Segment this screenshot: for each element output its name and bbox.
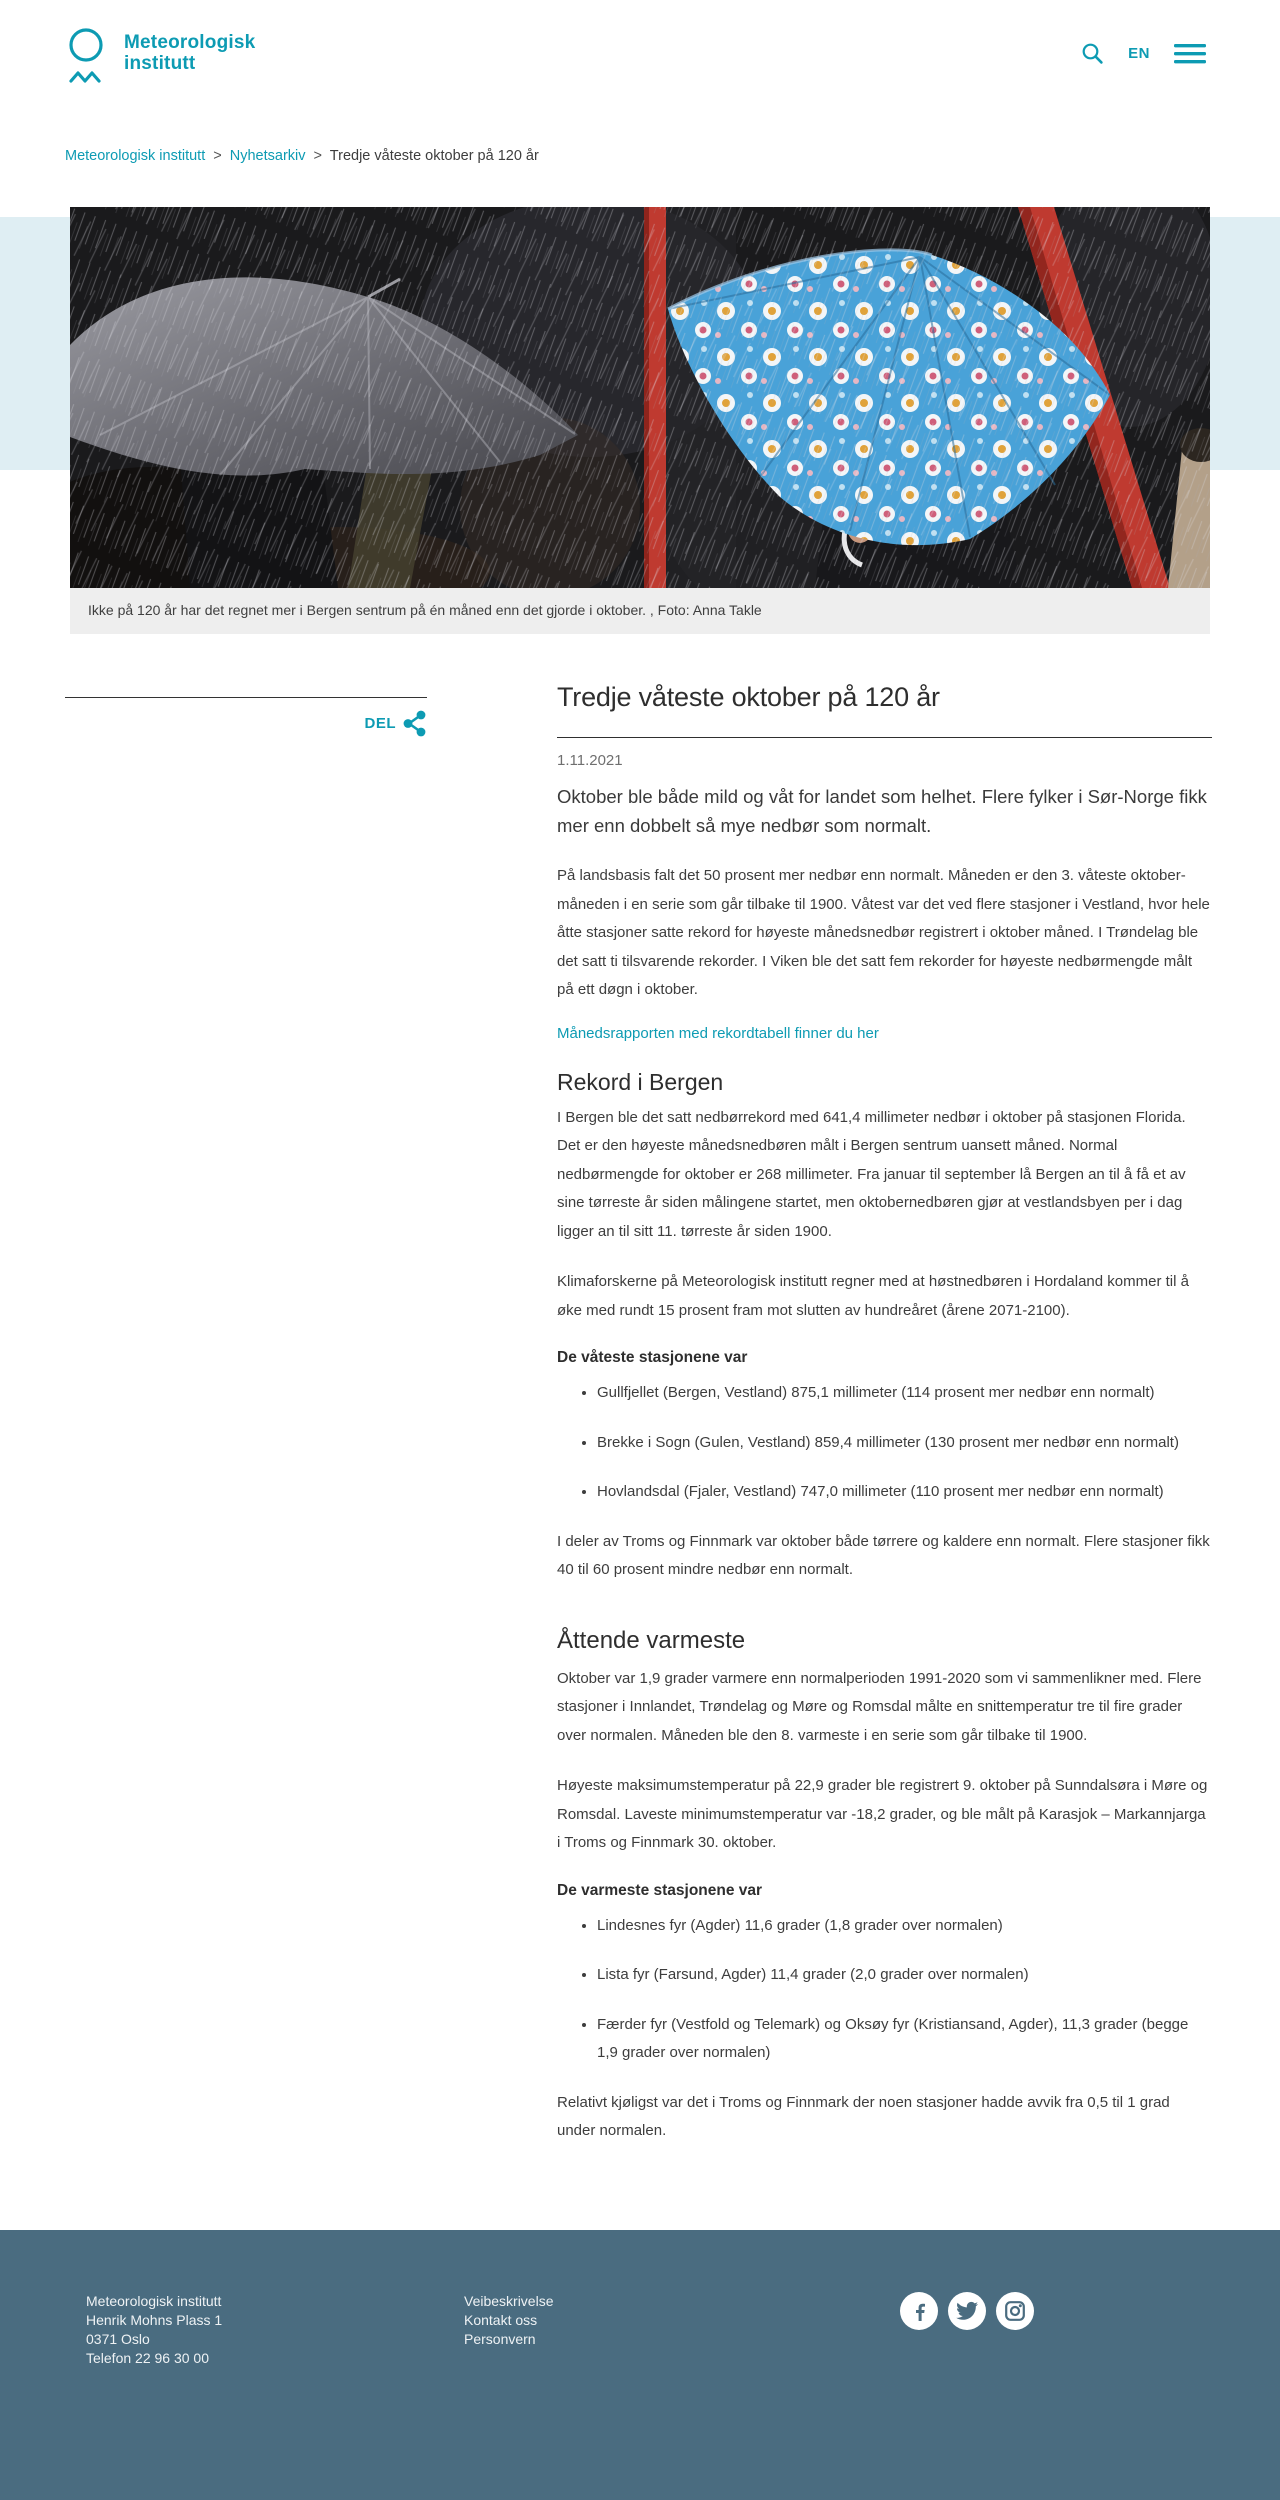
logo-text: Meteorologisk institutt xyxy=(124,32,256,75)
title-divider xyxy=(557,737,1212,738)
breadcrumb-separator: > xyxy=(213,148,222,164)
footer-link-contact[interactable]: Kontakt oss xyxy=(464,2312,538,2328)
list-item: • Gullfjellet (Bergen, Vestland) 875,1 millimeter (114 prosent mer nedbør enn normalt) xyxy=(597,1379,1212,1408)
facebook-icon[interactable] xyxy=(900,2292,938,2330)
breadcrumb-current: Tredje våteste oktober på 120 år xyxy=(329,148,539,164)
section-heading-bergen: Rekord i Bergen xyxy=(557,1068,724,1095)
list-item: • Lista fyr (Farsund, Agder) 11,4 grader (2,0 grader over normalen) xyxy=(597,1961,1212,1990)
social-links xyxy=(900,2292,1034,2330)
breadcrumb xyxy=(65,148,539,164)
instagram-icon[interactable] xyxy=(996,2292,1034,2330)
language-toggle[interactable]: EN xyxy=(1128,45,1150,62)
hamburger-icon[interactable] xyxy=(1174,43,1206,65)
footer-link-privacy[interactable]: Personvern xyxy=(464,2331,536,2347)
hero-image xyxy=(70,207,1210,588)
footer-address-line: Meteorologisk institutt xyxy=(86,2293,222,2309)
list-item: • Lindesnes fyr (Agder) 11,6 grader (1,8 grader over normalen) xyxy=(597,1912,1212,1941)
header-actions xyxy=(1081,42,1206,65)
footer-address xyxy=(86,2292,222,2368)
bergen-paragraph-1: I Bergen ble det satt nedbørrekord med 641,4 millimeter nedbør i oktober på stasjonen Florida. Det er den høyeste månedsnedbøren målt i Bergen sentrum uansett måned. Normal nedbørmengde for oktober er 268 millimeter. Fra januar til september lå Bergen an til å få et av sine tørreste år siden målingene startet, men oktobernedbøren gjør at vestlandsbyen per i dag ligger an til sitt 11. tørreste år siden 1900. xyxy=(557,1108,1186,1240)
share-icon xyxy=(403,710,427,737)
image-caption-bar xyxy=(70,588,1210,634)
share-label: DEL xyxy=(364,715,396,732)
warmest-paragraph-2: Høyeste maksimumstemperatur på 22,9 grader ble registrert 9. oktober på Sunndalsøra i Møre og Romsdal. Laveste minimumstemperatur var -18,2 grader, og ble målt på Karasjok – Markannjarga i Troms og Finnmark 30. oktober. xyxy=(557,1777,1208,1852)
warmest-stations-list xyxy=(557,1912,1212,2068)
logo-mark-icon xyxy=(64,26,108,88)
image-caption: Ikke på 120 år har det regnet mer i Bergen sentrum på én måned enn det gjorde i oktober. , Foto: Anna Takle xyxy=(88,602,762,618)
page-title: Tredje våteste oktober på 120 år xyxy=(557,682,940,712)
lead-paragraph: Oktober ble både mild og våt for landet som helhet. Flere fylker i Sør-Norge fikk mer enn dobbelt så mye nedbør som normalt. xyxy=(557,786,1207,836)
search-icon[interactable] xyxy=(1081,42,1104,65)
breadcrumb-archive-link[interactable]: Nyhetsarkiv xyxy=(229,148,306,164)
troms-paragraph: I deler av Troms og Finnmark var oktober både tørrere og kaldere enn normalt. Flere stasjoner fikk 40 til 60 prosent mindre nedbør enn normalt. xyxy=(557,1532,1210,1579)
logo[interactable] xyxy=(64,26,255,88)
bergen-paragraph-2: Klimaforskerne på Meteorologisk institutt regner med at høstnedbøren i Hordaland kommer til å øke med rundt 15 prosent fram mot slutten av hundreåret (årene 2071-2100). xyxy=(557,1273,1189,1319)
monthly-report-link[interactable]: Månedsrapporten med rekordtabell finner du her xyxy=(557,1024,879,1042)
footer-address-line: Telefon 22 96 30 00 xyxy=(86,2350,209,2366)
warmest-paragraph-1: Oktober var 1,9 grader varmere enn normalperioden 1991-2020 som vi sammenlikner med. Flere stasjoner i Innlandet, Trøndelag og Møre og Romsdal målte en snittemperatur tre til fire grader over normalen. Måneden ble den 8. varmeste i en serie som går tilbake til 1900. xyxy=(557,1669,1202,1744)
site-footer xyxy=(0,2230,1280,2500)
subheading-warmest-stations: De varmeste stasjonene var xyxy=(557,1881,763,1899)
twitter-icon[interactable] xyxy=(948,2292,986,2330)
footer-links xyxy=(464,2292,554,2349)
section-heading-warmest: Åttende varmeste xyxy=(557,1626,746,1654)
list-item: • Hovlandsdal (Fjaler, Vestland) 747,0 millimeter (110 prosent mer nedbør enn normalt) xyxy=(597,1478,1212,1507)
breadcrumb-separator: > xyxy=(313,148,323,164)
footer-link-directions[interactable]: Veibeskrivelse xyxy=(464,2293,554,2309)
footer-address-line: 0371 Oslo xyxy=(86,2331,150,2347)
subheading-wettest-stations: De våteste stasjonene var xyxy=(557,1349,748,1367)
list-item: • Brekke i Sogn (Gulen, Vestland) 859,4 millimeter (130 prosent mer nedbør enn normalt) xyxy=(597,1429,1212,1458)
wettest-stations-list xyxy=(557,1379,1212,1507)
share-block xyxy=(65,697,427,737)
list-item: • Færder fyr (Vestfold og Telemark) og Oksøy fyr (Kristiansand, Agder), 11,3 grader (begge 1,9 grader over normalen) xyxy=(597,2011,1212,2068)
breadcrumb-home-link[interactable]: Meteorologisk institutt xyxy=(65,148,206,164)
footer-address-line: Henrik Mohns Plass 1 xyxy=(86,2312,223,2328)
share-button[interactable] xyxy=(65,698,427,737)
article xyxy=(557,682,1212,2146)
intro-paragraph: På landsbasis falt det 50 prosent mer nedbør enn normalt. Måneden er den 3. våteste oktober-måneden i en serie som går tilbake til 1900. Våtest var det ved flere stasjoner i Vestland, hvor hele åtte stasjoner satte rekord for høyeste månedsnedbør registrert i oktober måned. I Trøndelag ble det satt ti tilsvarende rekorder. I Viken ble det satt fem rekorder for høyeste nedbørmengde målt på ett døgn i oktober. xyxy=(557,867,1210,999)
coolest-paragraph: Relativt kjøligst var det i Troms og Finnmark der noen stasjoner hadde avvik fra 0,5 til 1 grad under normalen. xyxy=(557,2093,1170,2140)
publish-date: 1.11.2021 xyxy=(557,752,623,769)
